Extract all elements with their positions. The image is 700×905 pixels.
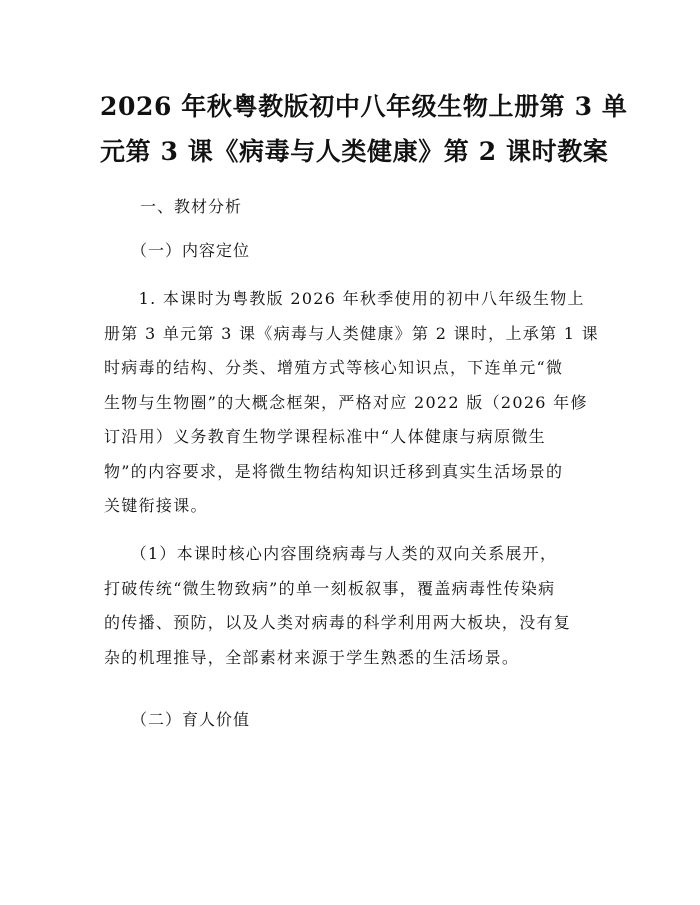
- paragraph-line: 册第 3 单元第 3 课《病毒与人类健康》第 2 课时，上承第 1 课: [104, 323, 599, 343]
- paragraph-line: 杂的机理推导，全部素材来源于学生熟悉的生活场景。: [104, 647, 520, 667]
- paragraph-line: 打破传统“微生物致病”的单一刻板叙事，覆盖病毒性传染病: [104, 578, 556, 598]
- section-heading-textbook-analysis: 一、教材分析: [140, 197, 243, 216]
- subsection-heading-content-positioning: （一）内容定位: [131, 241, 251, 260]
- paragraph-content-positioning: [104, 282, 604, 524]
- subsection-heading-educational-value: （二）育人价值: [131, 710, 251, 729]
- paragraph-line: 订沿用）义务教育生物学课程标准中“人体健康与病原微生: [104, 427, 546, 446]
- paragraph-line: 生物与生物圈”的大概念框架，严格对应 2022 版（2026 年修: [104, 392, 588, 412]
- document-title-line-2: 元第 3 课《病毒与人类健康》第 2 课时教案: [100, 137, 609, 166]
- document-title-line-1: 2026 年秋粤教版初中八年级生物上册第 3 单: [100, 92, 628, 121]
- paragraph-line: 的传播、预防，以及人类对病毒的科学利用两大板块，没有复: [104, 613, 572, 632]
- paragraph-line: （1）本课时核心内容围绕病毒与人类的双向关系展开，: [104, 544, 558, 563]
- paragraph-line: 1. 本课时为粤教版 2026 年秋季使用的初中八年级生物上: [104, 289, 585, 308]
- paragraph-line: 物”的内容要求，是将微生物结构知识迁移到真实生活场景的: [104, 461, 564, 481]
- paragraph-core-content: [104, 537, 604, 675]
- paragraph-line: 时病毒的结构、分类、增殖方式等核心知识点，下连单元“微: [104, 358, 564, 377]
- paragraph-line: 关键衔接课。: [104, 496, 208, 515]
